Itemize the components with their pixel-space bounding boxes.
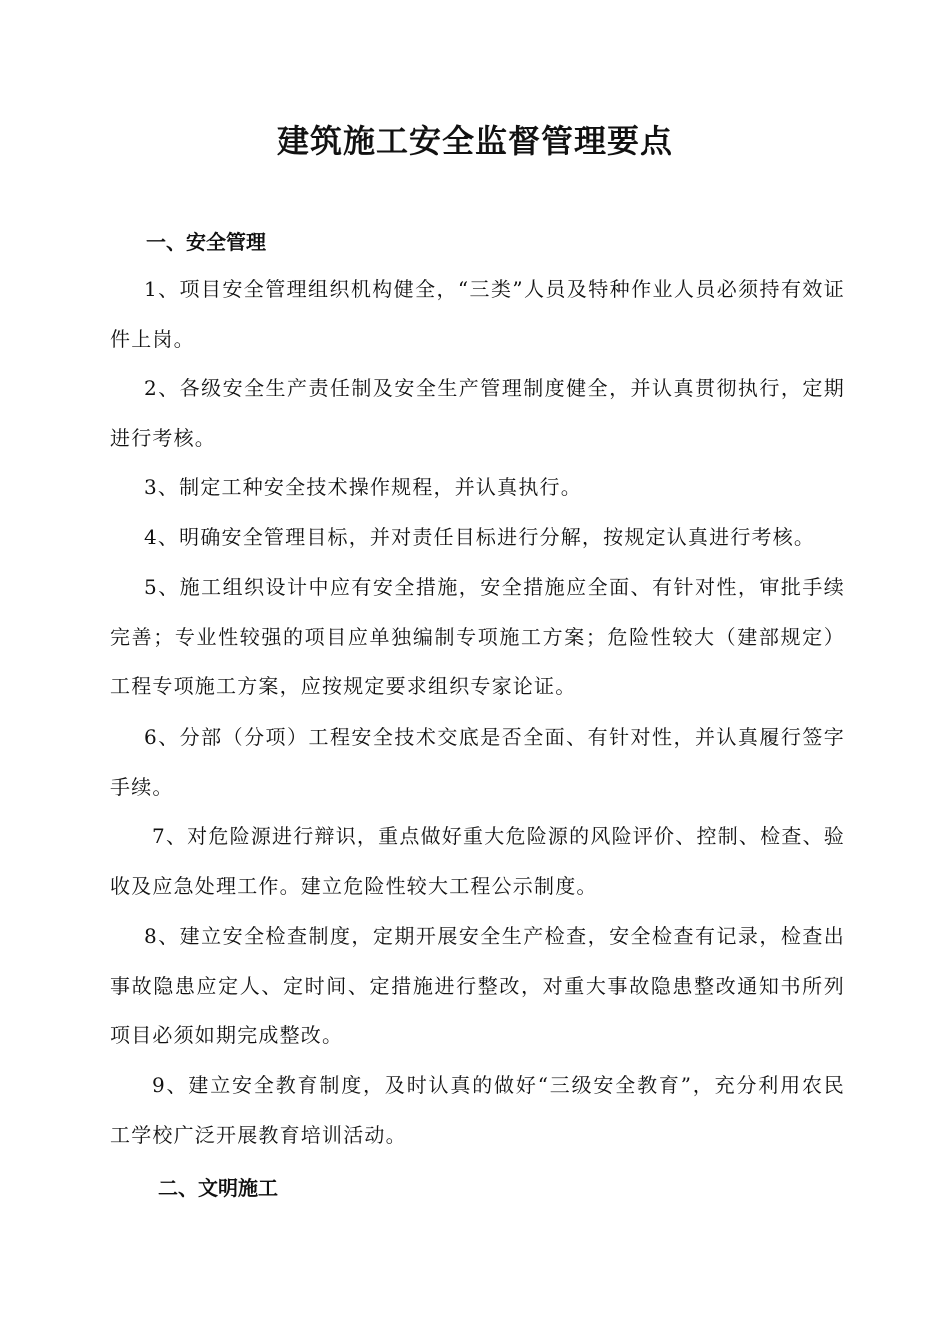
paragraph-item-3: 3、制定工种安全技术操作规程，并认真执行。 — [144, 475, 582, 499]
paragraph-item-8: 8、建立安全检查制度，定期开展安全生产检查，安全检查有记录，检查出事故隐患应定人、定时间、定措施进行整改，对重大事故隐患整改通知书所列项目必须如期完成整改。 — [110, 924, 845, 1047]
paragraph-item-5: 5、施工组织设计中应有安全措施，安全措施应全面、有针对性，审批手续完善；专业性较强的项目应单独编制专项施工方案；危险性较大（建部规定）工程专项施工方案，应按规定要求组织专家论证。 — [110, 575, 845, 698]
document-title: 建筑施工安全监督管理要点 — [276, 122, 673, 160]
paragraph-item-1: 1、项目安全管理组织机构健全，“三类”人员及特种作业人员必须持有效证件上岗。 — [110, 277, 845, 351]
paragraph-item-6: 6、分部（分项）工程安全技术交底是否全面、有针对性，并认真履行签字手续。 — [110, 725, 845, 799]
section-heading-safety-management: 一、安全管理 — [146, 230, 266, 254]
section-heading-civilized-construction: 二、文明施工 — [158, 1176, 278, 1200]
paragraph-item-7: 7、对危险源进行辩识，重点做好重大危险源的风险评价、控制、检查、验收及应急处理工作。建立危险性较大工程公示制度。 — [110, 824, 845, 898]
paragraph-item-2: 2、各级安全生产责任制及安全生产管理制度健全，并认真贯彻执行，定期进行考核。 — [110, 376, 845, 450]
paragraph-item-9: 9、建立安全教育制度，及时认真的做好“三级安全教育”，充分利用农民工学校广泛开展教育培训活动。 — [110, 1073, 845, 1147]
paragraph-item-4: 4、明确安全管理目标，并对责任目标进行分解，按规定认真进行考核。 — [144, 525, 816, 549]
